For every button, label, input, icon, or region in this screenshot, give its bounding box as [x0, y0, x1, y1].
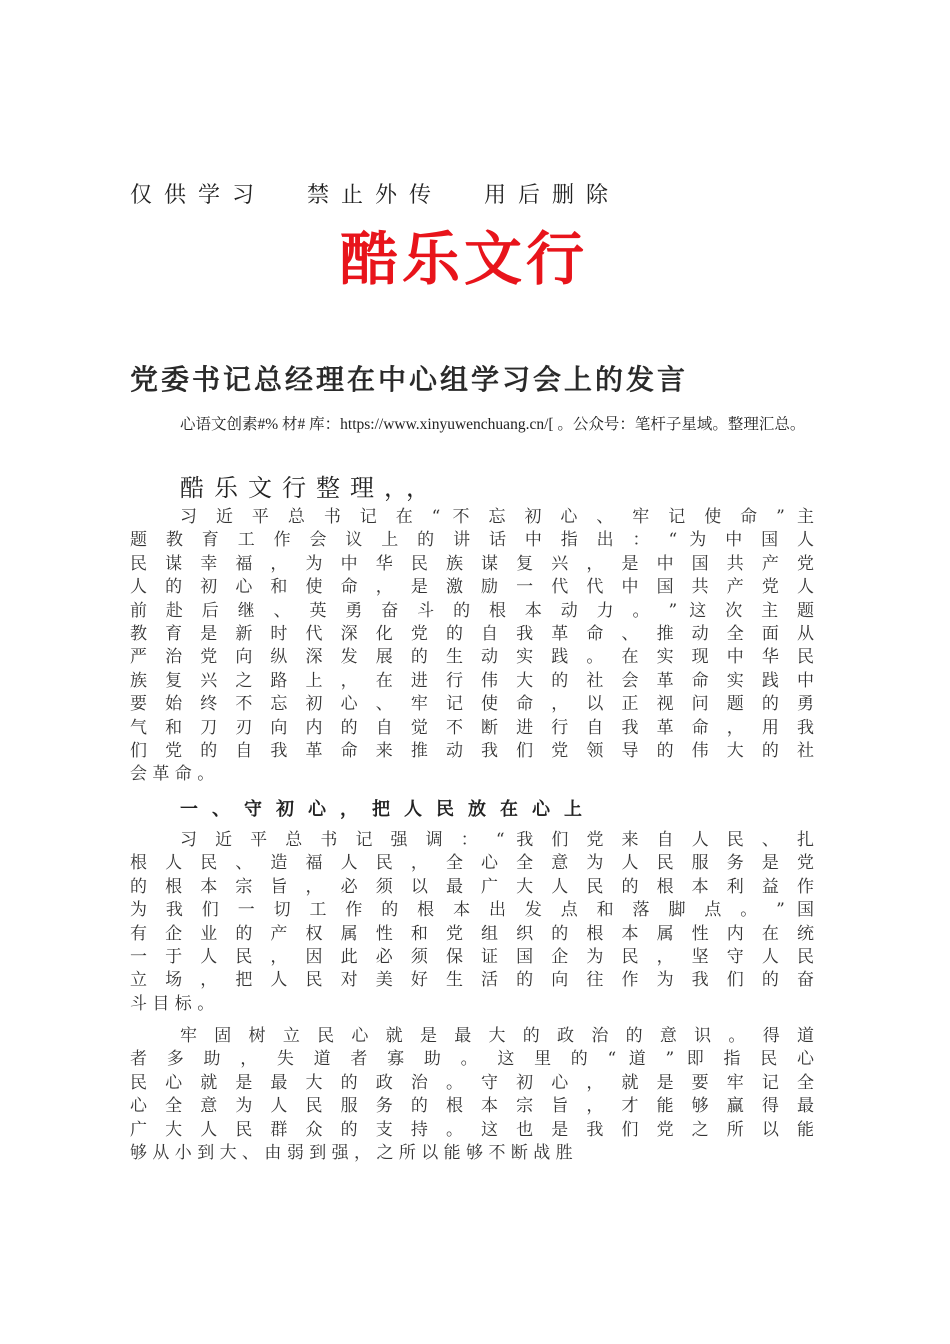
text-line: 立 场 ， 把 人 民 对 美 好 生 活 的 向 往 作 为 我 们 的 奋: [130, 970, 814, 991]
text-line: 民 谋 幸 福 ， 为 中 华 民 族 谋 复 兴 ， 是 中 国 共 产 党: [130, 553, 814, 574]
text-line: 牢 固 树 立 民 心 就 是 最 大 的 政 治 的 意 识 。 得 道: [180, 1026, 814, 1046]
text-line: 心 全 意 为 人 民 服 务 的 根 本 宗 旨 ， 才 能 够 赢 得 最: [130, 1096, 814, 1117]
text-line: 气 和 刀 刃 向 内 的 自 觉 不 断 进 行 自 我 革 命 ， 用 我: [130, 717, 814, 738]
text-line: 习 近 平 总 书 记 在 “ 不 忘 初 心 、 牢 记 使 命 ” 主: [180, 507, 814, 527]
text-line: 够 从 小 到 大 、 由 弱 到 强 ， 之 所 以 能 够 不 断 战 胜: [130, 1143, 573, 1164]
text-line: 斗 目 标 。: [130, 993, 215, 1014]
text-line: 根 人 民 、 造 福 人 民 ， 全 心 全 意 为 人 民 服 务 是 党: [130, 853, 814, 874]
source-line: 心语文创素#% 材# 库：https://www.xinyuwenchuang.cn/[ 。公众号：笔杆子星域。整理汇总。: [180, 416, 806, 433]
paragraph-intro: [130, 506, 814, 787]
notice-part: 仅供学习: [130, 183, 267, 208]
text-line: 严 治 党 向 纵 深 发 展 的 生 动 实 践 。 在 实 现 中 华 民: [130, 647, 814, 668]
text-line: 为 我 们 一 切 工 作 的 根 本 出 发 点 和 落 脚 点 。 ” 国: [130, 900, 814, 921]
notice-part: 禁止外传: [307, 183, 444, 208]
text-line: 人 的 初 心 和 使 命 ， 是 激 励 一 代 代 中 国 共 产 党 人: [130, 577, 814, 598]
brand-title: 酷乐文行: [340, 225, 589, 293]
text-line: 会 革 命 。: [130, 764, 215, 785]
paragraph-section1-b: [130, 1025, 814, 1165]
paragraph-section1: [130, 829, 814, 1016]
text-line: 一 于 人 民 ， 因 此 必 须 保 证 国 企 为 民 ， 坚 守 人 民: [130, 947, 814, 968]
text-line: 要 始 终 不 忘 初 心 、 牢 记 使 命 ， 以 正 视 问 题 的 勇: [130, 694, 814, 715]
text-line: 广 大 人 民 群 众 的 支 持 。 这 也 是 我 们 党 之 所 以 能: [130, 1119, 814, 1140]
compiler-subhead: 酷乐文行整理，，: [180, 474, 440, 502]
text-line: 族 复 兴 之 路 上 ， 在 进 行 伟 大 的 社 会 革 命 实 践 中: [130, 670, 814, 691]
text-line: 者 多 助 ， 失 道 者 寡 助 。 这 里 的 “ 道 ” 即 指 民 心: [130, 1049, 814, 1070]
text-line: 有 企 业 的 产 权 属 性 和 党 组 织 的 根 本 属 性 内 在 统: [130, 923, 814, 944]
article-title: 党委书记总经理在中心组学习会上的发言: [130, 363, 689, 396]
text-line: 题 教 育 工 作 会 议 上 的 讲 话 中 指 出 ： “ 为 中 国 人: [130, 530, 814, 551]
text-line: 民 心 就 是 最 大 的 政 治 。 守 初 心 ， 就 是 要 牢 记 全: [130, 1072, 814, 1093]
notice-part: 用后删除: [484, 183, 621, 208]
text-line: 们 党 的 自 我 革 命 来 推 动 我 们 党 领 导 的 伟 大 的 社: [130, 741, 814, 762]
text-line: 习 近 平 总 书 记 强 调 ： “ 我 们 党 来 自 人 民 、 扎: [180, 830, 814, 850]
usage-notice: [130, 178, 642, 209]
text-line: 的 根 本 宗 旨 ， 必 须 以 最 广 大 人 民 的 根 本 利 益 作: [130, 876, 814, 897]
section-heading: 一、守初心，把人民放在心上: [180, 799, 596, 820]
text-line: 教 育 是 新 时 代 深 化 党 的 自 我 革 命 、 推 动 全 面 从: [130, 624, 814, 645]
text-line: 前 赴 后 继 、 英 勇 奋 斗 的 根 本 动 力 。 ” 这 次 主 题: [130, 600, 814, 621]
